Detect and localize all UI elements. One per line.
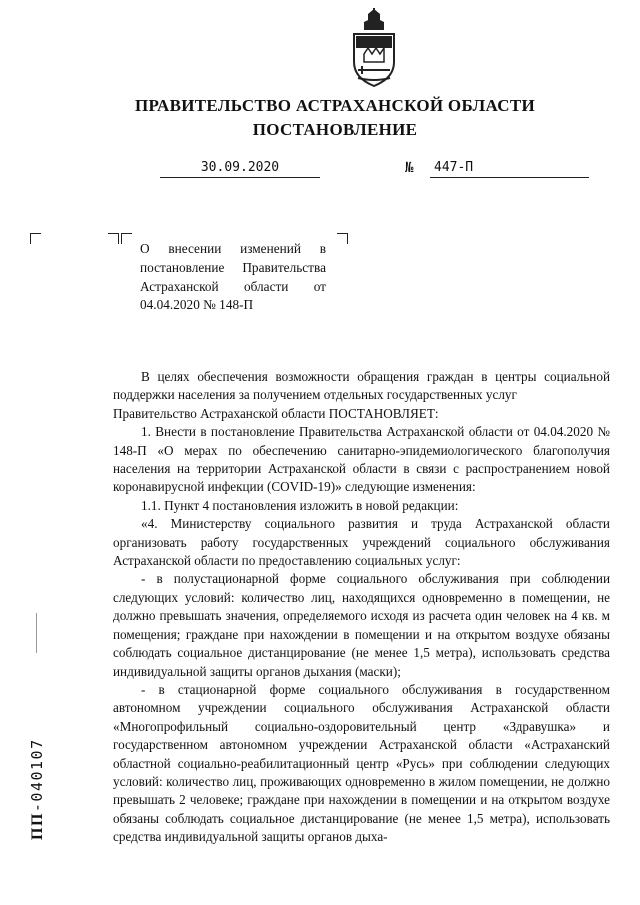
- document-body: [113, 368, 610, 847]
- item-1-1-paragraph: 1.1. Пункт 4 постановления изложить в новой редакции:: [141, 497, 459, 513]
- decree-line: Правительство Астраханской области ПОСТАНОВЛЯЕТ:: [113, 405, 439, 421]
- dash-item-1-paragraph: - в полустационарной форме социального обслуживания при соблюдении следующих условий: количество лиц, находящихся одновременно в помещении, не должно превышать значения, определяемого исходя из расчета один человек на 4 кв. м помещения; граждане при нахождении в помещении и на открытом воздухе обязаны соблюдать социальное дистанцирование (не менее 1,5 метра), использовать средства индивидуальной защиты органов дыхания (маски);: [113, 571, 610, 679]
- serial-code: -040107: [28, 738, 46, 813]
- margin-mark: [36, 613, 37, 653]
- quote-item-4-paragraph: «4. Министерству социального развития и труда Астраханской области организовать работу государственных учреждений социального обслуживания Астраханской области по предоставлению социальных услуг:: [113, 516, 610, 569]
- preamble-paragraph: В целях обеспечения возможности обращения граждан в центры социальной поддержки населения за получением отдельных государственных услуг: [113, 369, 610, 403]
- document-subject: О внесении изменений в постановление Правительства Астраханской области от 04.04.2020 № 148-П: [140, 241, 326, 313]
- corner-mark: [30, 233, 41, 244]
- dash-item-2-paragraph: - в стационарной форме социального обслуживания в государственном автономном учреждении социального обслуживания Астраханской области «Многопрофильный социально-оздоровительный центр «Здравушка» и государственном автономном учреждении Астраханской области «Астраханский областной социально-реабилитационный центр «Русь» при соблюдении следующих условий: количество лиц, проживающих одновременно в жилом помещении, не должно превышать 2 человеке; граждане при нахождении в помещении и на открытом воздухе обязаны соблюдать социальное дистанцирование (не менее 1,5 метра), использовать средства индивидуальной защиты органов дыха-: [113, 681, 610, 845]
- document-number: 447-П: [430, 160, 589, 178]
- corner-mark: [337, 233, 348, 244]
- document-type: ПОСТАНОВЛЕНИЕ: [252, 120, 418, 139]
- corner-mark: [108, 233, 119, 244]
- side-serial-number: [28, 738, 47, 840]
- number-sign: №: [405, 160, 414, 176]
- item-1-paragraph: 1. Внести в постановление Правительства Астраханской области от 04.04.2020 № 148-П «О мерах по обеспечению санитарно-эпидемиологического благополучия населения на территории Астраханской области в связи с распространением новой коронавирусной инфекции (COVID-19)» следующие изменения:: [113, 424, 610, 495]
- document-date: 30.09.2020: [160, 160, 320, 178]
- corner-mark: [121, 233, 132, 244]
- serial-prefix: ПП: [29, 812, 46, 840]
- coat-of-arms-icon: [350, 8, 398, 88]
- authority-name: ПРАВИТЕЛЬСТВО АСТРАХАНСКОЙ ОБЛАСТИ: [135, 96, 535, 115]
